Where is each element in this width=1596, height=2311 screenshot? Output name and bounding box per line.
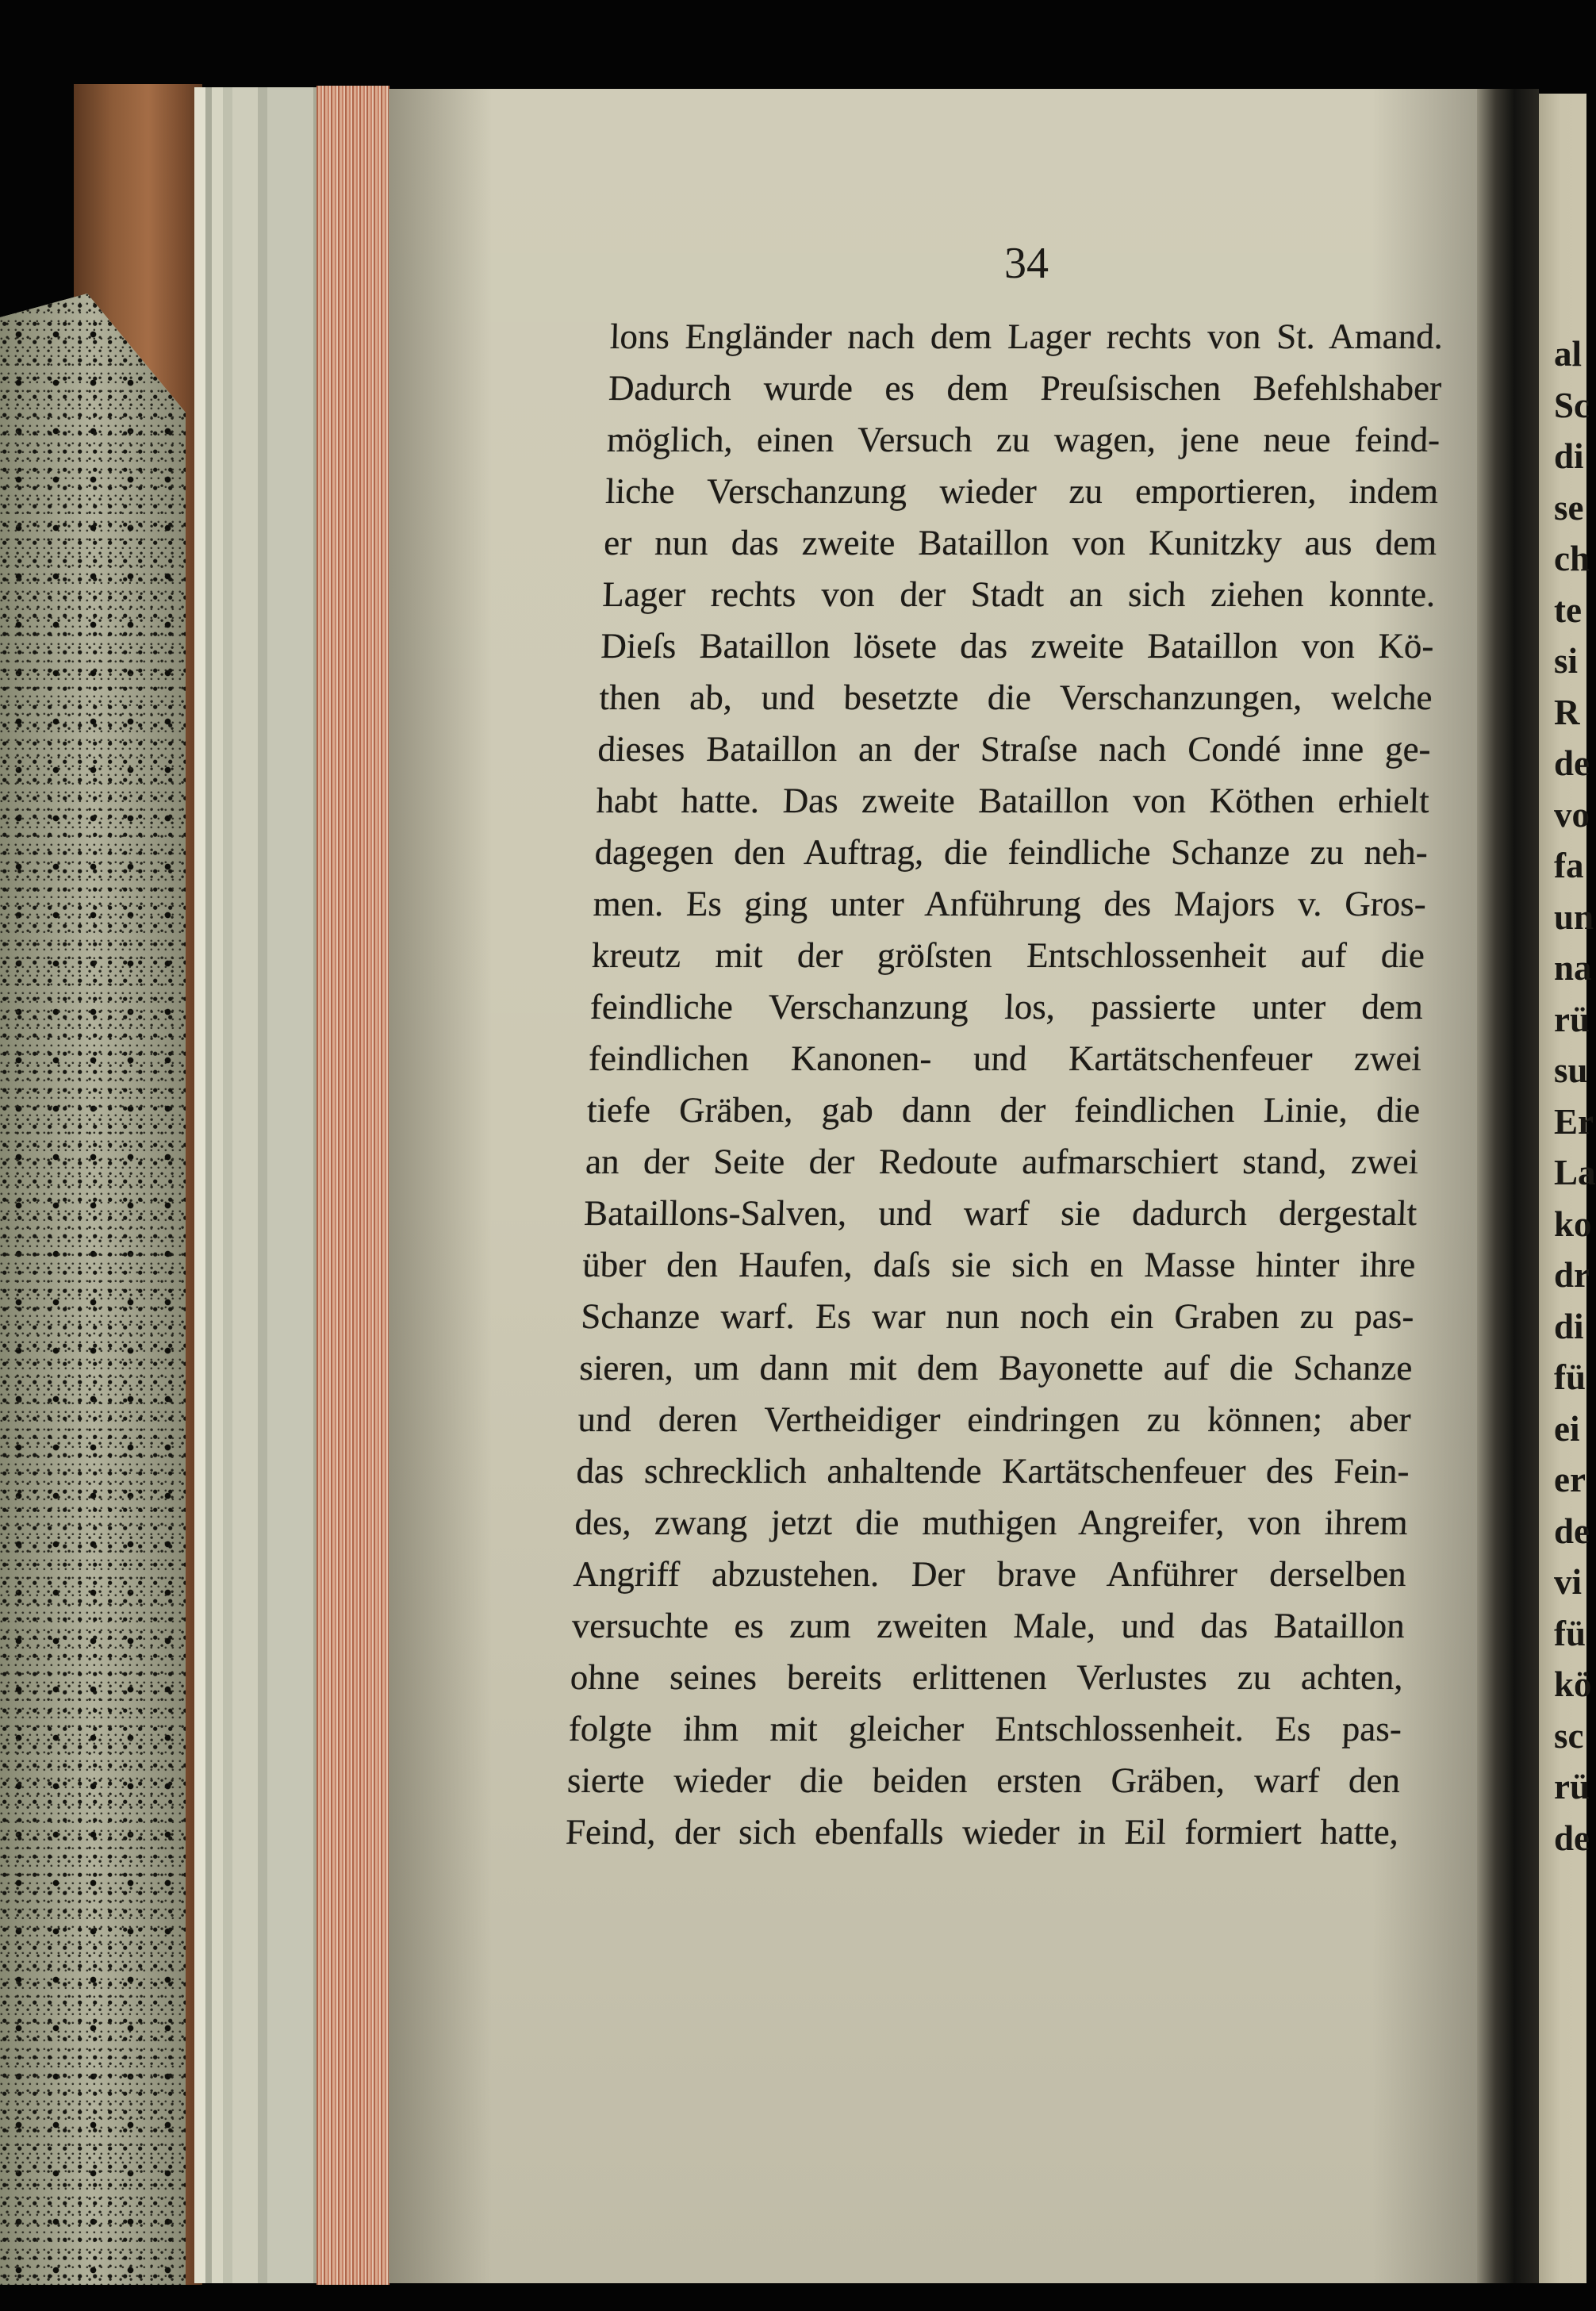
text-line: dagegen den Auftrag, die feindliche Schanze zu neh-	[594, 832, 1429, 872]
text-line: möglich, einen Versuch zu wagen, jene neue feind-	[606, 420, 1441, 459]
text-line: versuchte es zum zweiten Male, und das Bataillon	[571, 1606, 1406, 1645]
red-page-edges	[317, 86, 389, 2285]
facing-page-fragment: di	[1554, 1306, 1584, 1346]
text-line: an der Seite der Redoute aufmarschiert stand, zwei	[585, 1142, 1419, 1181]
text-line: habt hatte. Das zweite Bataillon von Köthen erhielt	[595, 781, 1430, 820]
facing-page-fragment: ei	[1554, 1408, 1580, 1449]
body-text	[565, 311, 1444, 1858]
text-line: folgte ihm mit gleicher Entschlossenheit. Es pas-	[568, 1709, 1402, 1749]
text-line: Lager rechts von der Stadt an sich ziehen konnte.	[601, 574, 1437, 614]
text-line: und deren Vertheidiger eindringen zu können; aber	[577, 1399, 1412, 1439]
page-edges	[194, 87, 318, 2283]
facing-page-fragment: de	[1554, 1511, 1590, 1551]
text-line: Dadurch wurde es dem Preuſsischen Befehlshaber	[608, 368, 1442, 408]
facing-page-fragment: se	[1554, 487, 1584, 528]
gutter-shadow	[1477, 89, 1539, 2283]
facing-page-fragment: al	[1554, 334, 1583, 374]
facing-page-fragment: ch	[1554, 539, 1590, 578]
facing-page-text	[1554, 328, 1596, 1864]
facing-page-fragment: ko	[1554, 1203, 1592, 1244]
text-line: sierte wieder die beiden ersten Gräben, warf den	[566, 1760, 1401, 1800]
facing-page-fragment: La	[1554, 1153, 1596, 1192]
facing-page-fragment: sc	[1554, 1715, 1584, 1756]
text-line: Schanze warf. Es war nun noch ein Graben zu pas-	[580, 1296, 1415, 1336]
facing-page-fragment: vo	[1554, 794, 1590, 835]
facing-page-fragment: na	[1554, 948, 1592, 988]
text-line: des, zwang jetzt die muthigen Angreifer, von ihrem	[574, 1503, 1409, 1542]
text-line: Bataillons-Salven, und warf sie dadurch dergestalt	[583, 1193, 1418, 1233]
text-line: feindliche Verschanzung los, passierte unter dem	[589, 987, 1424, 1027]
text-line: feindlichen Kanonen- und Kartätschenfeuer zwei	[588, 1038, 1422, 1078]
facing-page-fragment: kö	[1554, 1664, 1592, 1704]
facing-page-fragment: dr	[1554, 1255, 1590, 1295]
text-line: kreutz mit der gröſsten Entschlossenheit auf die	[591, 935, 1425, 975]
facing-page-fragment: fü	[1554, 1613, 1586, 1653]
facing-page-fragment: er	[1554, 1460, 1586, 1499]
text-line: tiefe Gräben, gab dann der feindlichen Linie, die	[586, 1090, 1421, 1130]
facing-page-fragment: R	[1554, 692, 1580, 732]
facing-page-fragment: fa	[1554, 846, 1584, 885]
facing-page-fragment: di	[1554, 436, 1584, 476]
facing-page-fragment: te	[1554, 589, 1582, 630]
facing-page-fragment: fü	[1554, 1357, 1586, 1397]
facing-page	[1539, 94, 1596, 2283]
facing-page-fragment: rü	[1554, 999, 1590, 1039]
marbled-endpaper	[0, 262, 186, 2285]
text-line: lons Engländer nach dem Lager rechts von St. Amand.	[609, 317, 1444, 356]
facing-page-fragment: vi	[1554, 1562, 1583, 1602]
page-number: 34	[1004, 239, 1049, 288]
text-line: Dieſs Bataillon lösete das zweite Bataillon von Kö-	[600, 626, 1435, 666]
text-line: then ab, und besetzte die Verschanzungen, welche	[598, 678, 1433, 717]
text-line: er nun das zweite Bataillon von Kunitzky aus dem	[603, 523, 1438, 562]
text-line: men. Es ging unter Anführung des Majors v. Gros-	[593, 884, 1427, 923]
facing-page-fragment: su	[1554, 1050, 1588, 1090]
facing-page-fragment: Sc	[1554, 385, 1590, 425]
facing-page-fragment: rü	[1554, 1767, 1590, 1806]
text-line: ohne seines bereits erlittenen Verlustes zu achten,	[570, 1657, 1404, 1697]
text-line: Feind, der sich ebenfalls wieder in Eil formiert hatte,	[565, 1812, 1399, 1852]
text-line: das schrecklich anhaltende Kartätschenfeuer des Fein-	[575, 1451, 1410, 1491]
facing-page-fragment: Er	[1554, 1101, 1594, 1142]
facing-page-fragment: de	[1554, 1818, 1590, 1858]
facing-page-fragment: un	[1554, 896, 1594, 937]
text-line: liche Verschanzung wieder zu emportieren, indem	[604, 471, 1440, 511]
facing-page-fragment: de	[1554, 743, 1590, 783]
text-line: dieses Bataillon an der Straſse nach Condé inne ge-	[597, 729, 1432, 769]
text-line: sieren, um dann mit dem Bayonette auf die Schanze	[578, 1348, 1414, 1388]
text-line: über den Haufen, daſs sie sich en Masse hinter ihre	[581, 1245, 1417, 1284]
text-line: Angriff abzustehen. Der brave Anführer derselben	[573, 1554, 1407, 1594]
facing-page-fragment: si	[1554, 641, 1579, 681]
